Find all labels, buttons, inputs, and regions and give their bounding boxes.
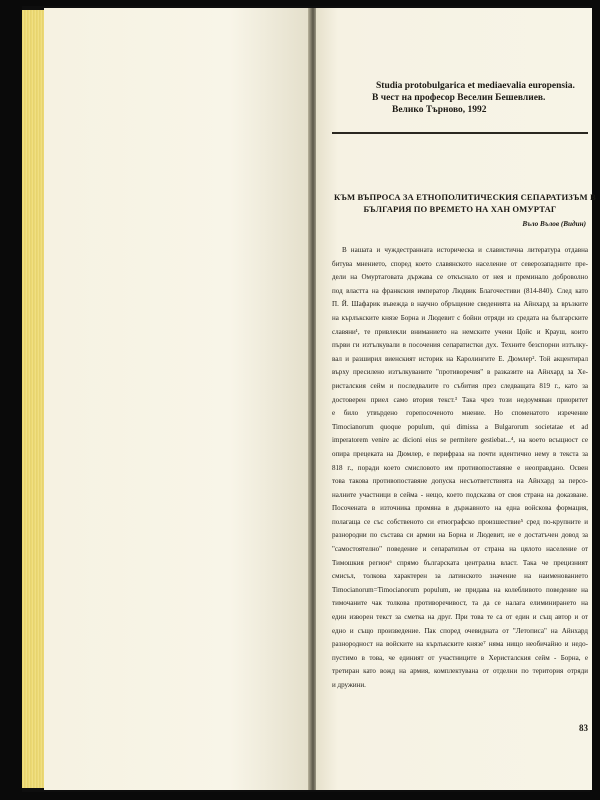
left-page-blank	[44, 8, 310, 790]
body-line: налните участници в сейма - нещо, което подсказва от своя страна на доказване.	[332, 490, 588, 499]
series-line: Studia protobulgarica et mediaevalia europensia.	[376, 81, 575, 91]
body-line: Тимошкия регион⁶ спрямо българската централна власт. Така че прецизният	[332, 558, 588, 567]
body-line: тимочаните чак толкова противоречивост, та да се налага елиминирането на	[332, 599, 588, 608]
body-line: разнородни по състава си армии на Борна и Людевит, не е достатъчен довод за	[332, 531, 588, 540]
body-line: под властта на франкския император Людвик Благочестиви (814-840). След като	[332, 286, 588, 295]
title-line: КЪМ ВЪПРОСА ЗА ЕТНОПОЛИТИЧЕСКИЯ СЕПАРАТИЗЪМ В	[334, 192, 596, 202]
body-line: imperatorem venire ac dicioni eius se permitere gestiebat...⁴, на което всъщност се	[332, 436, 588, 445]
body-line: Timocianorum=Timocianorum populum, не придава на колебливото поведение на	[332, 585, 588, 594]
title-line: БЪЛГАРИЯ ПО ВРЕМЕТО НА ХАН ОМУРТАГ	[363, 204, 557, 214]
series-line: В чест на професор Веселин Бешевлиев.	[372, 93, 546, 103]
body-line: е било утвърдено горепосоченото мнение. Но споменатото изречение	[332, 409, 588, 418]
body-line: 818 г., поради което смисловото им противопоставяне е неоправдано. Освен	[332, 463, 588, 472]
right-page	[316, 8, 596, 790]
series-header	[372, 80, 575, 116]
header-rule	[332, 132, 588, 134]
body-line: В нашата и чуждестранната историческа и славистична литература отдавна	[342, 246, 588, 254]
article-body	[332, 244, 588, 693]
article-title	[334, 191, 596, 215]
body-line: полагаща се със собственото си етнографско произшествие⁵ сред по-крупните и	[332, 517, 588, 526]
body-line: битува мнението, според което славянското население от северозападните пре-	[332, 259, 588, 268]
series-line: Велико Търново, 1992	[392, 105, 487, 115]
body-line: "самостоятелно" поведение и сепаратизъм от страна на цялото население от	[332, 545, 588, 554]
body-line: пустимо в това, че единият от участниците в Херисталския сейм - Борна, е	[332, 653, 588, 662]
page-number: 83	[579, 723, 588, 733]
body-line: третиран като вожд на армия, комплектувана от отделни по територия отряди	[332, 667, 588, 676]
page-edges	[22, 10, 46, 788]
body-line: смисъл, толкова характерен за латинското значение на наименованието	[332, 572, 588, 581]
body-line: и дружини.	[332, 681, 366, 689]
body-line: Timocianorum quoque populum, qui dimissa a Bulgarorum societatae et ad	[332, 422, 588, 431]
article-author: Вълo Вълов (Видин)	[522, 220, 586, 228]
body-line: върху пресилено изтълкуваните "противоречия" в разказите на Айнхард за Хе-	[332, 368, 588, 377]
body-line: вал и разширил виенският историк на Каролингите Е. Дюмлер². Той акцентирал	[332, 354, 588, 363]
body-line: Посочената в източника промяна в държавното на една войскова формация,	[332, 504, 588, 513]
body-line: един изворен текст за сметка на друг. При това те са от един и същ автор и от	[332, 613, 588, 622]
body-line: първи ги изтълкували в посочения сепаратистки дух. Техните безспорни изтълку-	[332, 341, 588, 350]
body-line: на кърлъкските князе Борна и Людевит с бойни отряди из средата на българските	[332, 313, 588, 322]
body-line: ристалския сейм и последвалите го събития през следващата 819 г., като за	[332, 381, 588, 390]
body-line: това такова противопоставяне допуска несъответствията на Айнхард за персо-	[332, 477, 588, 486]
body-line: достоверен приел само втория текст.³ Така чрез този недоумяван приоритет	[332, 395, 588, 404]
body-line: разнородност на войските на кърлъкските князе⁷ няма нищо необичайно и недо-	[332, 640, 588, 649]
body-line: дели на Омуртаговата държава се откъснало от нея и преминало доброволно	[332, 273, 588, 282]
body-line: опира прецеката на Дюмлер, е перифраза на почти идентично нему в текста за	[332, 449, 588, 458]
body-line: П. Й. Шафарик въвежда в научно обръщение сведенията на Айнхард за връзките	[332, 300, 588, 309]
body-line: славяни¹, те привлекли вниманието на немските учени Цойс и Крауш, които	[332, 327, 588, 336]
body-line: едно и също произведение. Пак според очевидната от "Летописа" на Айнхард	[332, 626, 588, 635]
